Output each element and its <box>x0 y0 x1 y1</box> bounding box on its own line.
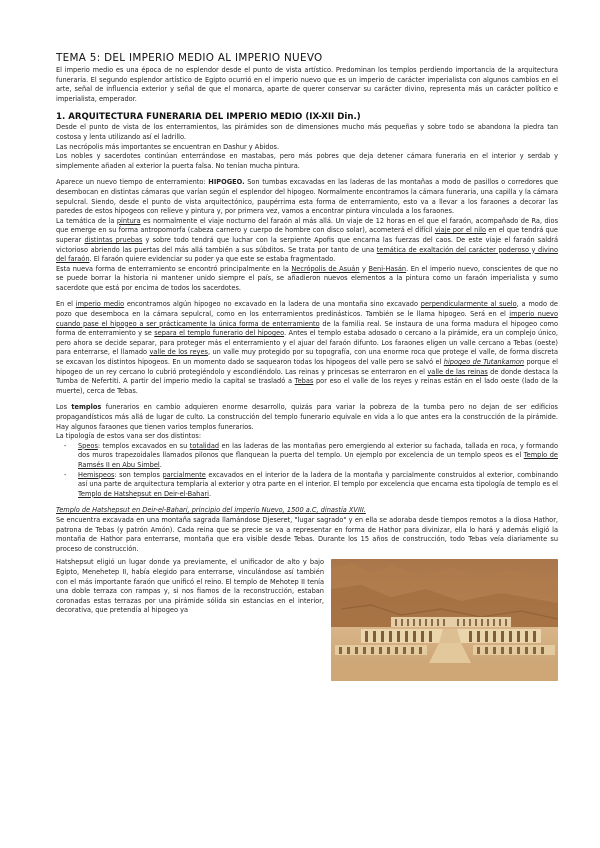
necropolis-paragraph: Esta nueva forma de enterramiento se encontró principalmente en la Necrópolis de Asuán y Beni-Hasán. En el imperio nuevo, conscientes de que no se puede borrar la historia ni mantener unido siempre el país, se añadieron nuevos elementos a la pintura como un faraón imperialista y sumo sacerdote que está por encima de todos los sacerdotes. <box>56 264 558 292</box>
paragraph: Las necrópolis más importantes se encuentran en Dashur y Abidos. <box>56 142 280 151</box>
intro-paragraph: El imperio medio es una época de no esplendor desde el punto de vista artístico. Predominan los templos perdiendo importancia de la arquitectura funeraria. El segundo esplendor artístico de Egipto ocurrió en el imperio nuevo que es un imperio de carácter imperialista con algunos cambios en el arte, señal de influencia exterior y señal de que el monarca, aparte de querer conservar su carácter divino, representa más un carácter político e imperialista, emperador. <box>56 66 558 103</box>
imperio-medio-paragraph: En el imperio medio encontramos algún hipogeo no excavado en la ladera de una montaña sino excavado perpendicularmente al suelo, a modo de pozo que desemboca en la cámara sepulcral, como en los enterramientos predinásticos. También se le llama hipogeo. Será en el imperio nuevo cuando pase el hipogeo a ser prácticamente la única forma de enterramiento de la familia real. Se instaura de una forma madura el hipogeo como forma de enterramiento y se separa el templo funerario del hipogeo. Antes el templo estaba adosado o cercano a la pirámide, era un complejo único, pero ahora se decide separar, para proteger más el enterramiento y el ajuar del faraón difunto. Los faraones eligen un valle cercano a Tebas (oeste) para enterrarse, el llamado valle de los reyes, un valle muy protegido por su topografía, con una enorme roca que protege el valle, de forma discreta se excavan los distintos hipogeos. En un momento dado se saquearon todas los hipogeos del valle pero se salvó el hipogeo de Tutankamon porque el hipogeo de un rey cercano lo cubrió protegiéndolo y escondiéndolo. Las reinas y princesas se enterraron en el valle de las reinas de donde destaca la Tumba de Nefertiti. A partir del imperio medio la capital se trasladó a Tebas por eso el valle de los reyes y reinas están en el lado oeste (lado de la muerte), cerca de Tebas. <box>56 300 559 395</box>
list-item: - Hemispeos: son templos parcialmente excavados en el interior de la ladera de la montaña y parcialmente construidos al exterior, combinando así una parte de arquitectura templaria al exterior y otra parte en el interior. El templo por excelencia que encarna esta tipología de templo es el Templo de Hatshepsut en Deir-el-Bahari. <box>64 470 558 498</box>
section-heading: 1. ARQUITECTURA FUNERARIA DEL IMPERIO MEDIO (IX-XII Din.) <box>56 112 361 123</box>
tipologia-line: La tipología de estos vana ser dos distintos: <box>56 432 202 441</box>
figure-caption: Templo de Hatshepsut en Deir-el-Bahari, principio del imperio Nuevo, 1500 a.C, dinastía XVIII. <box>56 506 366 515</box>
temple-types-list <box>56 442 558 500</box>
paragraph: Los nobles y sacerdotes continúan enterrándose en mastabas, pero más pobres que deja detener cámara funeraria en el interior y serdab y simplemente añaden al exterior la puerta falsa. No tenían mucha pintura. <box>56 152 558 170</box>
page-title: TEMA 5: DEL IMPERIO MEDIO AL IMPERIO NUEVO <box>56 52 323 64</box>
paragraph: Se encuentra excavada en una montaña sagrada llamándose Djeseret, "lugar sagrado" y en ella se adoraba desde tiempos remotos a la diosa Hathor, patrona de Tebas (y patrón Amón). Cada reina que se precie se va a representar en forma de Hathor para divinizar, ella lo hará y además eligió la montaña de Hathor para enterrarse, montaña que era visible desde Tebas. Durante los 15 años de construcción, todo Tebas veía diariamente su proceso de construcción. <box>56 515 558 553</box>
list-item: - Speos: templos excavados en su totalidad en las laderas de las montañas pero emergiendo al exterior su fachada, tallada en roca, y formando dos muros trapezoidales llamados pilonos que flanquean la puerta del templo. Un ejemplo por excelencia de un templo speos es el Templo de Ramsés II en Abu Simbel. <box>64 441 558 469</box>
paragraph: Hatshepsut eligió un lugar donde ya previamente, el unificador de alto y bajo Egipto, Menehetep II, había elegido para enterrarse, vinculándose así también con el más importante faraón que unificó el reino. El templo de Mehotep II tenía una doble terraza con rampas y, si nos fiamos de la reconstrucción, estaban coronadas estas terrazas por una pirámide sólida sin estancias en el interior, decorativa, que pretendía al hipogeo ya <box>56 558 324 615</box>
templos-paragraph: Los templos funerarios en cambio adquieren enorme desarrollo, quizás para variar la pobreza de la tumba pero no dejan de ser edificios propagandísticos más allá de lugar de culto. La construcción del templo funerario equivale en vida a lo que antes era la construcción de la pirámide. Hay algunos faraones que tienen varios templos funerarios. <box>56 403 558 431</box>
term-hipogeo: HIPOGEO. <box>208 178 245 187</box>
temple-photo <box>331 559 558 681</box>
page <box>56 52 558 616</box>
hypogeo-paragraph: Aparece un nuevo tiempo de enterramiento: HIPOGEO. Son tumbas excavadas en las laderas de las montañas a modo de pasillos o corredores que desembocan en distintas cámaras que varían según el esplendor del hipogeo. Normalmente encontramos la cámara funeraria, una capilla y la cámara sepulcral. Siendo, desde el punto de vista arquitectónico, paupérrima esta forma de enterramiento, esto va a llevar a los faraones a decorar las paredes de estos hipogeos con relieve y pintura y, por primera vez, vamos a encontrar pintura vinculada a los faraones. <box>56 178 558 216</box>
tematica-paragraph: La temática de la pintura es normalmente el viaje nocturno del faraón al más allá. Un viaje de 12 horas en el que el faraón, acompañado de Ra, dios que emerge en su forma antropomorfa (cabeza carnero y cuerpo de hombre con disco solar), acometerá el difícil viaje por el nilo en el que tendrá que superar distintas pruebas y sobre todo tendrá que luchar con la serpiente Apofis que encarna las fuerzas del caos. De este viaje el faraón saldrá victorioso abriendo las puertas del más allá también a sus súbditos. Se trata por tanto de una temática de exaltación del carácter poderoso y divino del faraón. El faraón quiere evidenciar su poder ya que este se estaba fragmentado. <box>56 216 559 264</box>
paragraph: Desde el punto de vista de los enterramientos, las pirámides son de dimensiones mucho más pequeñas y sobre todo se abandona la piedra tan costosa y lenta utilizando así el ladrillo. <box>56 123 558 141</box>
